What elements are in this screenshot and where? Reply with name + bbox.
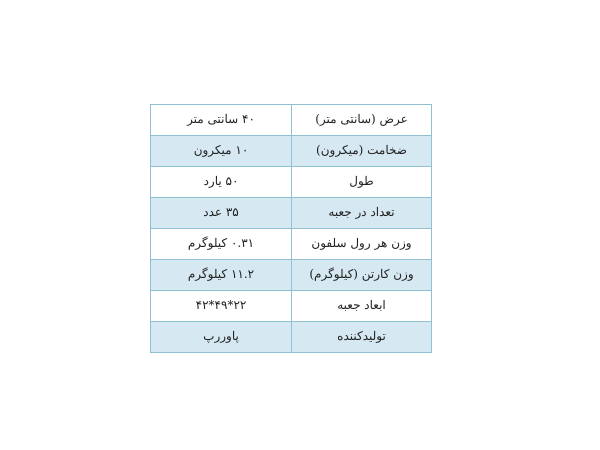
spec-label: وزن کارتن (کیلوگرم) — [292, 260, 432, 291]
table-row — [151, 105, 432, 136]
product-spec-table — [150, 104, 432, 353]
table-row — [151, 229, 432, 260]
table-row — [151, 291, 432, 322]
spec-label: تولیدکننده — [292, 322, 432, 353]
table-row — [151, 260, 432, 291]
spec-label: تعداد در جعبه — [292, 198, 432, 229]
table-row — [151, 198, 432, 229]
spec-value: ۴۰ سانتی متر — [151, 105, 292, 136]
table-row — [151, 167, 432, 198]
spec-value: ۱۱.۲ کیلوگرم — [151, 260, 292, 291]
spec-value: پاوررپ — [151, 322, 292, 353]
spec-label: ضخامت (میکرون) — [292, 136, 432, 167]
spec-value: ۱۰ میکرون — [151, 136, 292, 167]
spec-value: ۴۲*۴۹*۲۲ — [151, 291, 292, 322]
spec-label: طول — [292, 167, 432, 198]
spec-label: وزن هر رول سلفون — [292, 229, 432, 260]
spec-value: ۰.۳۱ کیلوگرم — [151, 229, 292, 260]
spec-value: ۵۰ یارد — [151, 167, 292, 198]
spec-label: ابعاد جعبه — [292, 291, 432, 322]
table-row — [151, 136, 432, 167]
spec-label: عرض (سانتی متر) — [292, 105, 432, 136]
table-row — [151, 322, 432, 353]
spec-value: ۳۵ عدد — [151, 198, 292, 229]
